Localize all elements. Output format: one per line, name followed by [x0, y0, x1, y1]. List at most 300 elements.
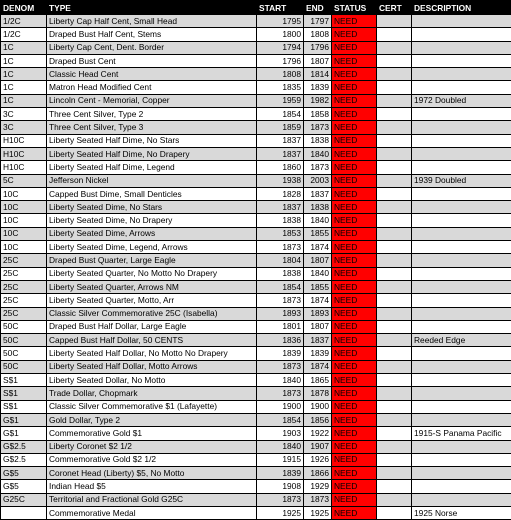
- denom-cell[interactable]: 1C: [1, 41, 47, 54]
- type-cell[interactable]: Draped Bust Cent: [47, 54, 257, 67]
- status-cell[interactable]: NEED: [332, 41, 377, 54]
- header-description[interactable]: DESCRIPTION: [412, 1, 511, 15]
- end-cell[interactable]: 1840: [304, 267, 332, 280]
- description-cell[interactable]: [412, 241, 511, 254]
- description-cell[interactable]: [412, 15, 511, 28]
- table-row: [1, 254, 511, 267]
- cert-cell[interactable]: [377, 506, 412, 519]
- table-row: [1, 387, 511, 400]
- table-row: [1, 41, 511, 54]
- status-cell[interactable]: NEED: [332, 241, 377, 254]
- status-cell[interactable]: NEED: [332, 94, 377, 107]
- type-cell[interactable]: Liberty Seated Quarter, No Motto No Drapery: [47, 267, 257, 280]
- start-cell[interactable]: 1840: [257, 440, 304, 453]
- type-cell[interactable]: Draped Bust Half Dollar, Large Eagle: [47, 320, 257, 333]
- cert-cell[interactable]: [377, 134, 412, 147]
- start-cell[interactable]: 1854: [257, 413, 304, 426]
- cert-cell[interactable]: [377, 320, 412, 333]
- description-cell[interactable]: [412, 147, 511, 160]
- type-cell[interactable]: Three Cent Silver, Type 2: [47, 108, 257, 121]
- end-cell[interactable]: 2003: [304, 174, 332, 187]
- denom-cell[interactable]: 25C: [1, 267, 47, 280]
- start-cell[interactable]: 1873: [257, 241, 304, 254]
- cert-cell[interactable]: [377, 427, 412, 440]
- denom-cell[interactable]: 3C: [1, 108, 47, 121]
- denom-cell[interactable]: 1C: [1, 94, 47, 107]
- end-cell[interactable]: 1873: [304, 493, 332, 506]
- start-cell[interactable]: 1873: [257, 294, 304, 307]
- denom-cell[interactable]: S$1: [1, 387, 47, 400]
- denom-cell[interactable]: H10C: [1, 147, 47, 160]
- type-cell[interactable]: Matron Head Modified Cent: [47, 81, 257, 94]
- denom-cell[interactable]: G$2.5: [1, 440, 47, 453]
- status-cell[interactable]: NEED: [332, 254, 377, 267]
- start-cell[interactable]: 1900: [257, 400, 304, 413]
- denom-cell[interactable]: 50C: [1, 347, 47, 360]
- end-cell[interactable]: 1840: [304, 147, 332, 160]
- status-cell[interactable]: NEED: [332, 413, 377, 426]
- end-cell[interactable]: 1838: [304, 201, 332, 214]
- description-cell[interactable]: [412, 493, 511, 506]
- end-cell[interactable]: 1858: [304, 108, 332, 121]
- type-cell[interactable]: Classic Head Cent: [47, 68, 257, 81]
- start-cell[interactable]: 1801: [257, 320, 304, 333]
- description-cell[interactable]: [412, 41, 511, 54]
- type-cell[interactable]: Liberty Seated Half Dollar, No Motto No Drapery: [47, 347, 257, 360]
- type-cell[interactable]: Commemorative Medal: [47, 506, 257, 519]
- description-cell[interactable]: [412, 453, 511, 466]
- status-cell[interactable]: NEED: [332, 506, 377, 519]
- cert-cell[interactable]: [377, 28, 412, 41]
- type-cell[interactable]: Draped Bust Quarter, Large Eagle: [47, 254, 257, 267]
- table-body: [1, 15, 511, 520]
- start-cell[interactable]: 1828: [257, 187, 304, 200]
- start-cell[interactable]: 1800: [257, 28, 304, 41]
- type-cell[interactable]: Liberty Coronet $2 1/2: [47, 440, 257, 453]
- type-cell[interactable]: Capped Bust Dime, Small Denticles: [47, 187, 257, 200]
- cert-cell[interactable]: [377, 254, 412, 267]
- status-cell[interactable]: NEED: [332, 347, 377, 360]
- table-row: [1, 413, 511, 426]
- status-cell[interactable]: NEED: [332, 121, 377, 134]
- type-cell[interactable]: Liberty Seated Dime, No Drapery: [47, 214, 257, 227]
- table-row: [1, 187, 511, 200]
- status-cell[interactable]: NEED: [332, 294, 377, 307]
- end-cell[interactable]: 1865: [304, 374, 332, 387]
- type-cell[interactable]: Draped Bust Half Cent, Stems: [47, 28, 257, 41]
- table-row: [1, 28, 511, 41]
- table-row: [1, 214, 511, 227]
- denom-cell[interactable]: 25C: [1, 294, 47, 307]
- type-cell[interactable]: Liberty Cap Half Cent, Small Head: [47, 15, 257, 28]
- denom-cell[interactable]: G$2.5: [1, 453, 47, 466]
- denom-cell[interactable]: S$1: [1, 374, 47, 387]
- start-cell[interactable]: 1794: [257, 41, 304, 54]
- table-row: [1, 280, 511, 293]
- description-cell[interactable]: [412, 187, 511, 200]
- end-cell[interactable]: 1856: [304, 413, 332, 426]
- type-cell[interactable]: Liberty Seated Dime, No Stars: [47, 201, 257, 214]
- cert-cell[interactable]: [377, 334, 412, 347]
- status-cell[interactable]: NEED: [332, 108, 377, 121]
- description-cell[interactable]: 1972 Doubled: [412, 94, 511, 107]
- status-cell[interactable]: NEED: [332, 453, 377, 466]
- start-cell[interactable]: 1835: [257, 81, 304, 94]
- cert-cell[interactable]: [377, 147, 412, 160]
- cert-cell[interactable]: [377, 267, 412, 280]
- denom-cell[interactable]: G$1: [1, 413, 47, 426]
- type-cell[interactable]: Coronet Head (Liberty) $5, No Motto: [47, 467, 257, 480]
- status-cell[interactable]: NEED: [332, 440, 377, 453]
- cert-cell[interactable]: [377, 440, 412, 453]
- type-cell[interactable]: Liberty Seated Half Dime, No Drapery: [47, 147, 257, 160]
- status-cell[interactable]: NEED: [332, 400, 377, 413]
- start-cell[interactable]: 1840: [257, 374, 304, 387]
- description-cell[interactable]: [412, 108, 511, 121]
- table-row: [1, 94, 511, 107]
- denom-cell[interactable]: 1/2C: [1, 15, 47, 28]
- end-cell[interactable]: 1900: [304, 400, 332, 413]
- start-cell[interactable]: 1837: [257, 134, 304, 147]
- type-cell[interactable]: Indian Head $5: [47, 480, 257, 493]
- description-cell[interactable]: [412, 347, 511, 360]
- table-row: [1, 227, 511, 240]
- denom-cell[interactable]: G$1: [1, 427, 47, 440]
- cert-cell[interactable]: [377, 347, 412, 360]
- status-cell[interactable]: NEED: [332, 28, 377, 41]
- description-cell[interactable]: [412, 68, 511, 81]
- start-cell[interactable]: 1938: [257, 174, 304, 187]
- type-cell[interactable]: Liberty Seated Half Dollar, Motto Arrows: [47, 360, 257, 373]
- start-cell[interactable]: 1959: [257, 94, 304, 107]
- end-cell[interactable]: 1814: [304, 68, 332, 81]
- cert-cell[interactable]: [377, 360, 412, 373]
- type-cell[interactable]: Liberty Seated Half Dime, No Stars: [47, 134, 257, 147]
- status-cell[interactable]: NEED: [332, 493, 377, 506]
- header-denom[interactable]: DENOM: [1, 1, 47, 15]
- end-cell[interactable]: 1855: [304, 280, 332, 293]
- end-cell[interactable]: 1922: [304, 427, 332, 440]
- cert-cell[interactable]: [377, 307, 412, 320]
- status-cell[interactable]: NEED: [332, 147, 377, 160]
- denom-cell[interactable]: 1/2C: [1, 28, 47, 41]
- end-cell[interactable]: 1893: [304, 307, 332, 320]
- type-cell[interactable]: Capped Bust Half Dollar, 50 CENTS: [47, 334, 257, 347]
- header-end[interactable]: END: [304, 1, 332, 15]
- table-row: [1, 374, 511, 387]
- end-cell[interactable]: 1926: [304, 453, 332, 466]
- header-status[interactable]: STATUS: [332, 1, 377, 15]
- description-cell[interactable]: [412, 360, 511, 373]
- table-row: [1, 334, 511, 347]
- status-cell[interactable]: NEED: [332, 280, 377, 293]
- status-cell[interactable]: NEED: [332, 54, 377, 67]
- end-cell[interactable]: 1874: [304, 241, 332, 254]
- denom-cell[interactable]: G$5: [1, 467, 47, 480]
- description-cell[interactable]: [412, 214, 511, 227]
- end-cell[interactable]: 1873: [304, 121, 332, 134]
- end-cell[interactable]: 1807: [304, 320, 332, 333]
- table-row: [1, 54, 511, 67]
- status-cell[interactable]: NEED: [332, 427, 377, 440]
- header-type[interactable]: TYPE: [47, 1, 257, 15]
- type-cell[interactable]: Liberty Seated Dime, Legend, Arrows: [47, 241, 257, 254]
- type-cell[interactable]: Liberty Seated Dime, Arrows: [47, 227, 257, 240]
- description-cell[interactable]: [412, 28, 511, 41]
- start-cell[interactable]: 1925: [257, 506, 304, 519]
- start-cell[interactable]: 1873: [257, 493, 304, 506]
- table-row: [1, 161, 511, 174]
- description-cell[interactable]: [412, 81, 511, 94]
- cert-cell[interactable]: [377, 174, 412, 187]
- denom-cell[interactable]: 50C: [1, 334, 47, 347]
- end-cell[interactable]: 1837: [304, 334, 332, 347]
- table-row: [1, 400, 511, 413]
- end-cell[interactable]: 1807: [304, 254, 332, 267]
- type-cell[interactable]: Classic Silver Commemorative 25C (Isabella): [47, 307, 257, 320]
- cert-cell[interactable]: [377, 493, 412, 506]
- table-row: [1, 467, 511, 480]
- description-cell[interactable]: 1915-S Panama Pacific: [412, 427, 511, 440]
- denom-cell[interactable]: G$5: [1, 480, 47, 493]
- header-cert[interactable]: CERT: [377, 1, 412, 15]
- cert-cell[interactable]: [377, 201, 412, 214]
- description-cell[interactable]: [412, 294, 511, 307]
- cert-cell[interactable]: [377, 480, 412, 493]
- status-cell[interactable]: NEED: [332, 134, 377, 147]
- end-cell[interactable]: 1855: [304, 227, 332, 240]
- end-cell[interactable]: 1873: [304, 161, 332, 174]
- denom-cell[interactable]: 1C: [1, 81, 47, 94]
- type-cell[interactable]: Liberty Seated Quarter, Arrows NM: [47, 280, 257, 293]
- cert-cell[interactable]: [377, 374, 412, 387]
- table-row: [1, 134, 511, 147]
- type-cell[interactable]: Liberty Seated Dollar, No Motto: [47, 374, 257, 387]
- denom-cell[interactable]: 25C: [1, 280, 47, 293]
- type-cell[interactable]: Lincoln Cent - Memorial, Copper: [47, 94, 257, 107]
- status-cell[interactable]: NEED: [332, 334, 377, 347]
- cert-cell[interactable]: [377, 294, 412, 307]
- description-cell[interactable]: [412, 307, 511, 320]
- description-cell[interactable]: [412, 387, 511, 400]
- status-cell[interactable]: NEED: [332, 81, 377, 94]
- description-cell[interactable]: [412, 201, 511, 214]
- cert-cell[interactable]: [377, 15, 412, 28]
- description-cell[interactable]: [412, 134, 511, 147]
- description-cell[interactable]: 1939 Doubled: [412, 174, 511, 187]
- denom-cell[interactable]: [1, 506, 47, 519]
- end-cell[interactable]: 1878: [304, 387, 332, 400]
- status-cell[interactable]: NEED: [332, 201, 377, 214]
- start-cell[interactable]: 1837: [257, 147, 304, 160]
- description-cell[interactable]: [412, 480, 511, 493]
- start-cell[interactable]: 1854: [257, 280, 304, 293]
- start-cell[interactable]: 1903: [257, 427, 304, 440]
- denom-cell[interactable]: 10C: [1, 214, 47, 227]
- start-cell[interactable]: 1839: [257, 347, 304, 360]
- description-cell[interactable]: [412, 374, 511, 387]
- denom-cell[interactable]: H10C: [1, 161, 47, 174]
- end-cell[interactable]: 1874: [304, 294, 332, 307]
- description-cell[interactable]: [412, 161, 511, 174]
- cert-cell[interactable]: [377, 467, 412, 480]
- denom-cell[interactable]: 10C: [1, 201, 47, 214]
- table-row: [1, 427, 511, 440]
- end-cell[interactable]: 1866: [304, 467, 332, 480]
- denom-cell[interactable]: 1C: [1, 54, 47, 67]
- end-cell[interactable]: 1982: [304, 94, 332, 107]
- denom-cell[interactable]: 10C: [1, 187, 47, 200]
- start-cell[interactable]: 1808: [257, 68, 304, 81]
- start-cell[interactable]: 1873: [257, 387, 304, 400]
- status-cell[interactable]: NEED: [332, 15, 377, 28]
- status-cell[interactable]: NEED: [332, 467, 377, 480]
- status-cell[interactable]: NEED: [332, 267, 377, 280]
- type-cell[interactable]: Trade Dollar, Chopmark: [47, 387, 257, 400]
- table-row: [1, 320, 511, 333]
- start-cell[interactable]: 1839: [257, 467, 304, 480]
- denom-cell[interactable]: H10C: [1, 134, 47, 147]
- header-start[interactable]: START: [257, 1, 304, 15]
- end-cell[interactable]: 1837: [304, 187, 332, 200]
- description-cell[interactable]: [412, 320, 511, 333]
- denom-cell[interactable]: S$1: [1, 400, 47, 413]
- description-cell[interactable]: Reeded Edge: [412, 334, 511, 347]
- cert-cell[interactable]: [377, 121, 412, 134]
- start-cell[interactable]: 1796: [257, 54, 304, 67]
- end-cell[interactable]: 1839: [304, 347, 332, 360]
- end-cell[interactable]: 1925: [304, 506, 332, 519]
- end-cell[interactable]: 1808: [304, 28, 332, 41]
- cert-cell[interactable]: [377, 280, 412, 293]
- end-cell[interactable]: 1796: [304, 41, 332, 54]
- cert-cell[interactable]: [377, 241, 412, 254]
- denom-cell[interactable]: 50C: [1, 360, 47, 373]
- end-cell[interactable]: 1929: [304, 480, 332, 493]
- type-cell[interactable]: Liberty Seated Quarter, Motto, Arr: [47, 294, 257, 307]
- start-cell[interactable]: 1853: [257, 227, 304, 240]
- description-cell[interactable]: [412, 267, 511, 280]
- cert-cell[interactable]: [377, 214, 412, 227]
- status-cell[interactable]: NEED: [332, 68, 377, 81]
- denom-cell[interactable]: 10C: [1, 227, 47, 240]
- status-cell[interactable]: NEED: [332, 174, 377, 187]
- cert-cell[interactable]: [377, 68, 412, 81]
- start-cell[interactable]: 1873: [257, 360, 304, 373]
- denom-cell[interactable]: 5C: [1, 174, 47, 187]
- end-cell[interactable]: 1874: [304, 360, 332, 373]
- description-cell[interactable]: [412, 54, 511, 67]
- description-cell[interactable]: [412, 227, 511, 240]
- end-cell[interactable]: 1840: [304, 214, 332, 227]
- table-row: [1, 307, 511, 320]
- type-cell[interactable]: Commemorative Gold $1: [47, 427, 257, 440]
- end-cell[interactable]: 1807: [304, 54, 332, 67]
- start-cell[interactable]: 1838: [257, 267, 304, 280]
- description-cell[interactable]: [412, 440, 511, 453]
- status-cell[interactable]: NEED: [332, 320, 377, 333]
- start-cell[interactable]: 1795: [257, 15, 304, 28]
- status-cell[interactable]: NEED: [332, 307, 377, 320]
- denom-cell[interactable]: 25C: [1, 307, 47, 320]
- cert-cell[interactable]: [377, 108, 412, 121]
- table-row: [1, 147, 511, 160]
- start-cell[interactable]: 1915: [257, 453, 304, 466]
- start-cell[interactable]: 1893: [257, 307, 304, 320]
- end-cell[interactable]: 1797: [304, 15, 332, 28]
- cert-cell[interactable]: [377, 41, 412, 54]
- type-cell[interactable]: Jefferson Nickel: [47, 174, 257, 187]
- table-row: [1, 506, 511, 519]
- cert-cell[interactable]: [377, 161, 412, 174]
- description-cell[interactable]: [412, 121, 511, 134]
- table-row: [1, 68, 511, 81]
- type-cell[interactable]: Territorial and Fractional Gold G25C: [47, 493, 257, 506]
- status-cell[interactable]: NEED: [332, 227, 377, 240]
- end-cell[interactable]: 1838: [304, 134, 332, 147]
- denom-cell[interactable]: 3C: [1, 121, 47, 134]
- description-cell[interactable]: [412, 254, 511, 267]
- cert-cell[interactable]: [377, 187, 412, 200]
- description-cell[interactable]: [412, 467, 511, 480]
- description-cell[interactable]: [412, 280, 511, 293]
- cert-cell[interactable]: [377, 453, 412, 466]
- start-cell[interactable]: 1838: [257, 214, 304, 227]
- cert-cell[interactable]: [377, 81, 412, 94]
- start-cell[interactable]: 1859: [257, 121, 304, 134]
- start-cell[interactable]: 1860: [257, 161, 304, 174]
- cert-cell[interactable]: [377, 94, 412, 107]
- start-cell[interactable]: 1854: [257, 108, 304, 121]
- table-row: [1, 360, 511, 373]
- status-cell[interactable]: NEED: [332, 360, 377, 373]
- start-cell[interactable]: 1837: [257, 201, 304, 214]
- cert-cell[interactable]: [377, 400, 412, 413]
- cert-cell[interactable]: [377, 387, 412, 400]
- cert-cell[interactable]: [377, 54, 412, 67]
- denom-cell[interactable]: 10C: [1, 241, 47, 254]
- type-cell[interactable]: Three Cent Silver, Type 3: [47, 121, 257, 134]
- status-cell[interactable]: NEED: [332, 480, 377, 493]
- start-cell[interactable]: 1836: [257, 334, 304, 347]
- type-cell[interactable]: Gold Dollar, Type 2: [47, 413, 257, 426]
- description-cell[interactable]: [412, 413, 511, 426]
- denom-cell[interactable]: 50C: [1, 320, 47, 333]
- status-cell[interactable]: NEED: [332, 214, 377, 227]
- denom-cell[interactable]: 25C: [1, 254, 47, 267]
- start-cell[interactable]: 1908: [257, 480, 304, 493]
- end-cell[interactable]: 1839: [304, 81, 332, 94]
- table-row: [1, 493, 511, 506]
- type-cell[interactable]: Classic Silver Commemorative $1 (Lafayette): [47, 400, 257, 413]
- start-cell[interactable]: 1804: [257, 254, 304, 267]
- status-cell[interactable]: NEED: [332, 387, 377, 400]
- type-cell[interactable]: Liberty Cap Cent, Dent. Border: [47, 41, 257, 54]
- type-cell[interactable]: Commemorative Gold $2 1/2: [47, 453, 257, 466]
- description-cell[interactable]: [412, 400, 511, 413]
- status-cell[interactable]: NEED: [332, 374, 377, 387]
- cert-cell[interactable]: [377, 413, 412, 426]
- cert-cell[interactable]: [377, 227, 412, 240]
- denom-cell[interactable]: 1C: [1, 68, 47, 81]
- type-cell[interactable]: Liberty Seated Half Dime, Legend: [47, 161, 257, 174]
- status-cell[interactable]: NEED: [332, 187, 377, 200]
- description-cell[interactable]: 1925 Norse: [412, 506, 511, 519]
- denom-cell[interactable]: G25C: [1, 493, 47, 506]
- end-cell[interactable]: 1907: [304, 440, 332, 453]
- status-cell[interactable]: NEED: [332, 161, 377, 174]
- table-row: [1, 267, 511, 280]
